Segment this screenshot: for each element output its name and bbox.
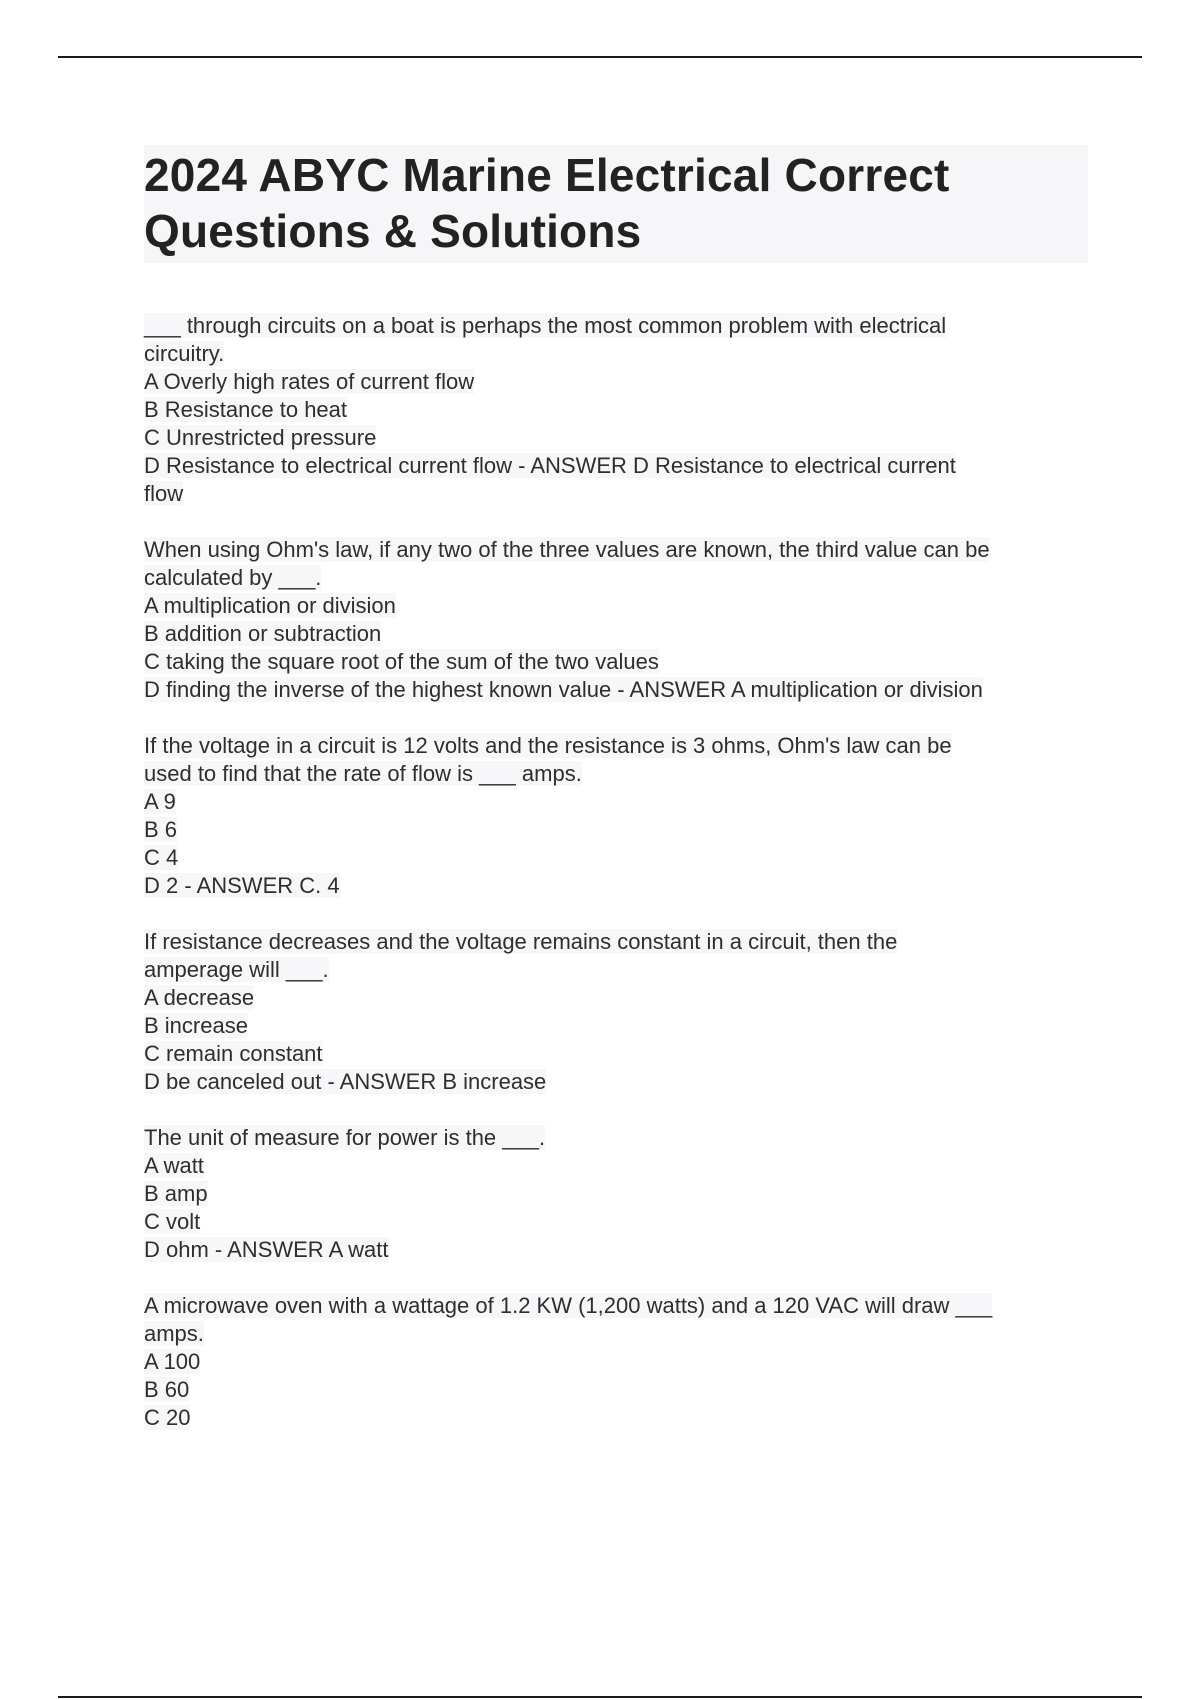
- question-1-option-b: B Resistance to heat: [144, 397, 348, 422]
- question-1-option-a: A Overly high rates of current flow: [144, 369, 475, 394]
- question-6-option-b: B 60: [144, 1377, 190, 1402]
- question-6-stem-line-1: A microwave oven with a wattage of 1.2 KW (1,200 watts) and a 120 VAC will draw ___: [144, 1293, 993, 1318]
- question-4-option-a: A decrease: [144, 985, 255, 1010]
- question-4-stem-line-1: If resistance decreases and the voltage remains constant in a circuit, then the: [144, 929, 898, 954]
- title-block: [144, 145, 1088, 263]
- question-3-stem-line-2: used to find that the rate of flow is ___ amps.: [144, 761, 582, 786]
- question-2-option-a: A multiplication or division: [144, 593, 396, 618]
- question-2-stem-line-1: When using Ohm's law, if any two of the three values are known, the third value can be: [144, 537, 990, 562]
- question-1-answer-line-2: flow: [144, 481, 184, 506]
- question-5-stem-line-1: The unit of measure for power is the ___.: [144, 1125, 546, 1150]
- question-6: [144, 1292, 1094, 1432]
- question-2: [144, 536, 1094, 704]
- question-4-answer-line-1: D be canceled out - ANSWER B increase: [144, 1069, 547, 1094]
- question-4-stem-line-2: amperage will ___.: [144, 957, 329, 982]
- question-1-stem-line-1: ___ through circuits on a boat is perhaps the most common problem with electrical: [144, 313, 947, 338]
- question-6-option-a: A 100: [144, 1349, 201, 1374]
- question-3-answer-line-1: D 2 - ANSWER C. 4: [144, 873, 340, 898]
- question-3: [144, 732, 1094, 900]
- question-2-stem-line-2: calculated by ___.: [144, 565, 322, 590]
- question-3-option-c: C 4: [144, 845, 179, 870]
- question-4-option-b: B increase: [144, 1013, 248, 1038]
- question-2-option-b: B addition or subtraction: [144, 621, 382, 646]
- question-5-option-b: B amp: [144, 1181, 208, 1206]
- question-1-stem-line-2: circuitry.: [144, 341, 225, 366]
- question-2-answer-line-1: D finding the inverse of the highest known value - ANSWER A multiplication or division: [144, 677, 983, 702]
- question-5: [144, 1124, 1094, 1264]
- question-2-option-c: C taking the square root of the sum of the two values: [144, 649, 659, 674]
- question-6-option-c: C 20: [144, 1405, 191, 1430]
- question-3-option-a: A 9: [144, 789, 176, 814]
- question-4: [144, 928, 1094, 1096]
- question-5-option-a: A watt: [144, 1153, 204, 1178]
- question-list: [144, 312, 1094, 1460]
- question-1-answer-line-1: D Resistance to electrical current flow - ANSWER D Resistance to electrical current: [144, 453, 956, 478]
- bottom-rule: [58, 1696, 1142, 1698]
- question-3-stem-line-1: If the voltage in a circuit is 12 volts and the resistance is 3 ohms, Ohm's law can be: [144, 733, 952, 758]
- title-line-2: Questions & Solutions: [144, 205, 642, 257]
- question-1-option-c: C Unrestricted pressure: [144, 425, 377, 450]
- question-6-stem-line-2: amps.: [144, 1321, 204, 1346]
- top-rule: [58, 56, 1142, 58]
- document-title: [144, 147, 1088, 259]
- question-1: [144, 312, 1094, 508]
- question-5-option-c: C volt: [144, 1209, 201, 1234]
- title-line-1: 2024 ABYC Marine Electrical Correct: [144, 149, 950, 201]
- question-4-option-c: C remain constant: [144, 1041, 323, 1066]
- question-5-answer-line-1: D ohm - ANSWER A watt: [144, 1237, 389, 1262]
- question-3-option-b: B 6: [144, 817, 178, 842]
